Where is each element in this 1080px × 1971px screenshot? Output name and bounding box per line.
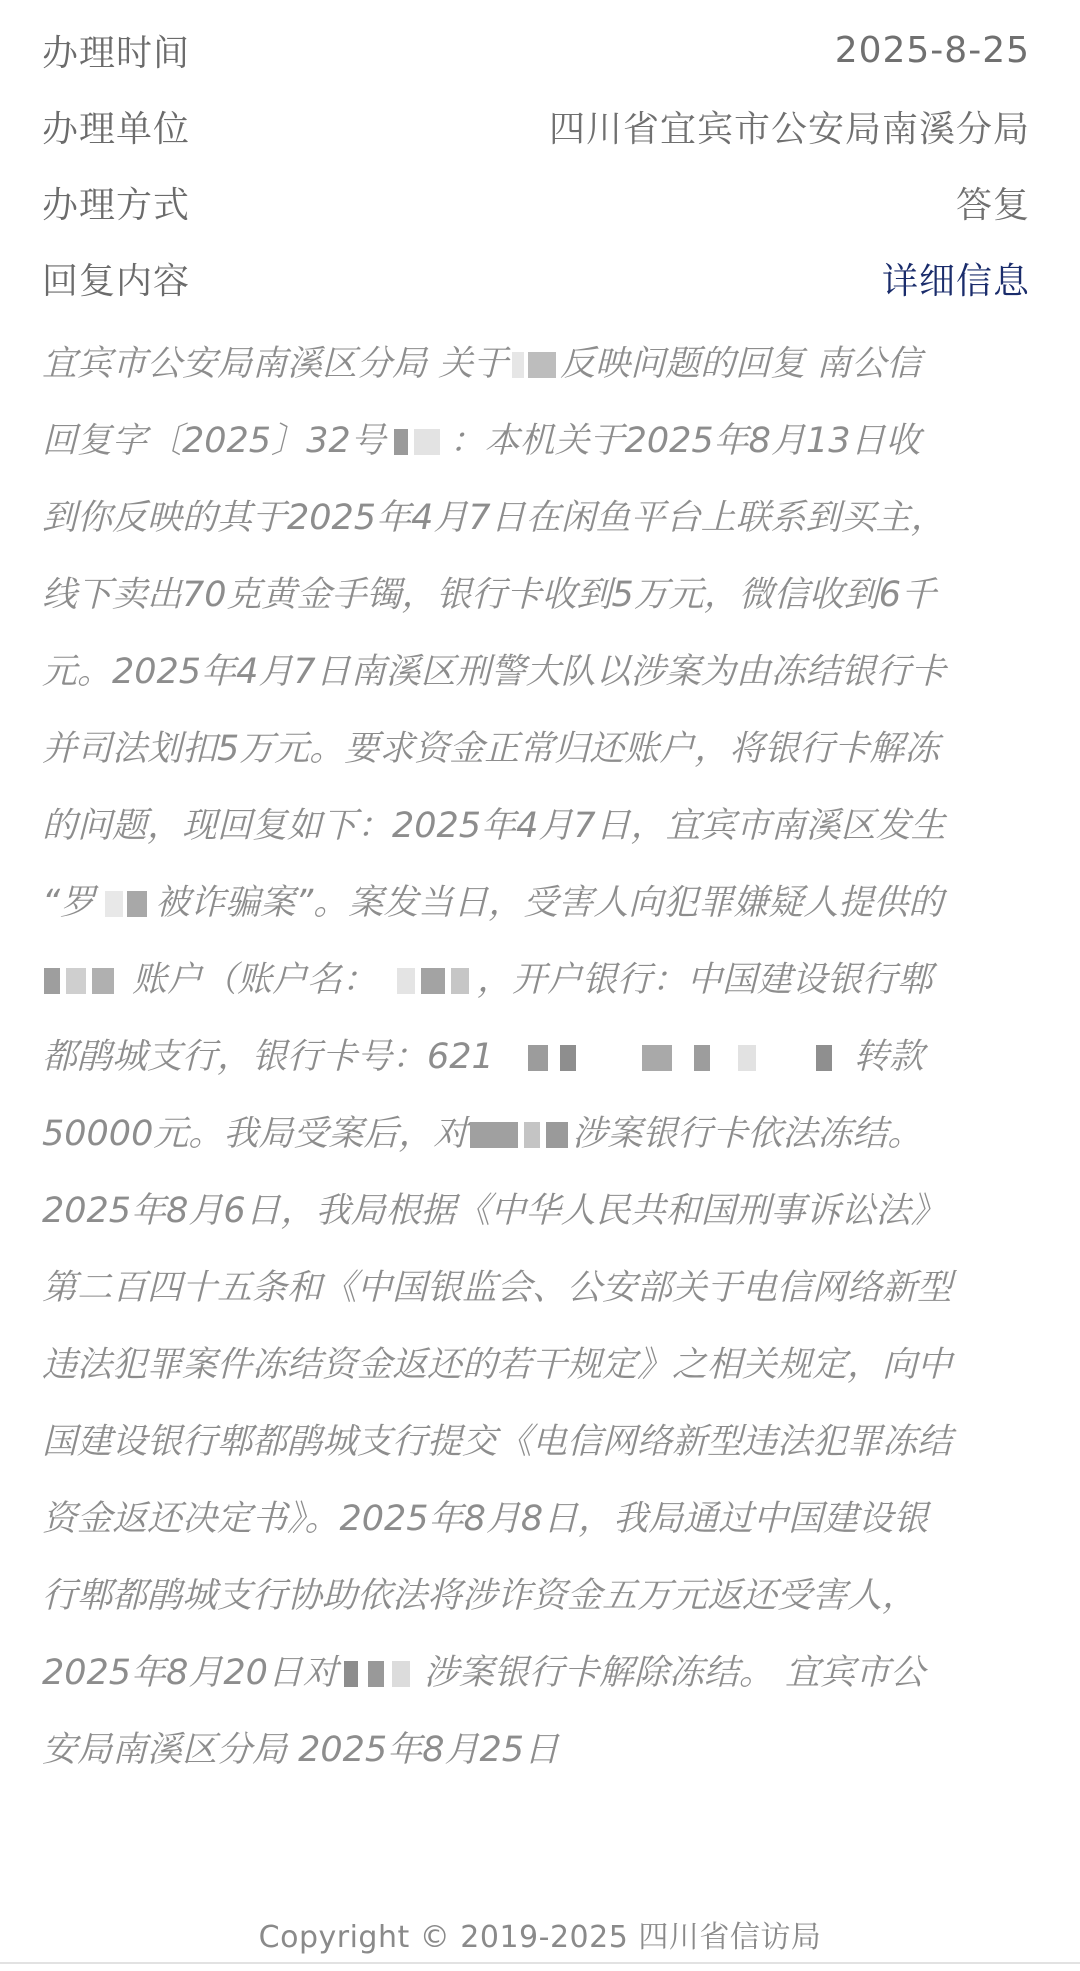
reply-line: 第二百四十五条和《中国银监会、公安部关于电信网络新型 <box>42 1268 953 1308</box>
reply-text: 被诈骗案”。案发当日，受害人向犯罪嫌疑人提供的 <box>155 883 944 923</box>
reply-text: 宜宾市公安局南溪区分局 关于 <box>42 344 509 384</box>
footer-divider <box>0 1962 1080 1964</box>
reply-text: 转款 <box>853 1037 924 1077</box>
reply-line <box>42 1635 1037 1712</box>
reply-content-label: 回复内容 <box>42 260 191 302</box>
reply-text: 反映问题的回复 南公信 <box>560 344 922 384</box>
reply-content-text <box>42 326 1037 1789</box>
redaction-mosaic <box>494 1045 854 1071</box>
reply-line: 行郫都鹃城支行协助依法将涉诈资金五万元返还受害人， <box>42 1576 918 1616</box>
reply-line: 资金返还决定书》。2025年8月8日，我局通过中国建设银 <box>42 1499 929 1539</box>
reply-text: 回复字〔2025〕32号 <box>42 421 386 461</box>
redaction-mosaic <box>95 891 155 917</box>
reply-text: ：本机关于2025年8月13日收 <box>449 421 921 461</box>
handle-unit-row <box>42 96 1030 156</box>
reply-line: 2025年8月6日，我局根据《中华人民共和国刑事诉讼法》 <box>42 1191 946 1231</box>
reply-text: 50000元。我局受案后，对 <box>42 1114 469 1154</box>
handle-time-label: 办理时间 <box>42 32 191 74</box>
handle-time-value: 2025-8-25 <box>834 29 1030 71</box>
reply-text: 都鹃城支行，银行卡号：621 <box>42 1037 494 1077</box>
reply-text: 2025年8月20日对 <box>42 1653 338 1693</box>
handle-unit-value: 四川省宜宾市公安局南溪分局 <box>548 108 1030 150</box>
redaction-mosaic <box>377 968 477 994</box>
reply-line: 安局南溪区分局 2025年8月25日 <box>42 1730 560 1770</box>
handle-time-row <box>42 20 1030 80</box>
handle-unit-label: 办理单位 <box>42 108 191 150</box>
redaction-mosaic <box>386 429 450 455</box>
redaction-mosaic <box>508 352 560 378</box>
reply-line: 的问题，现回复如下：2025年4月7日，宜宾市南溪区发生 <box>42 806 946 846</box>
reply-line <box>42 942 1037 1019</box>
reply-line: 违法犯罪案件冻结资金返还的若干规定》之相关规定，向中 <box>42 1345 953 1385</box>
handle-method-row <box>42 172 1030 232</box>
reply-line <box>42 1096 1037 1173</box>
redaction-mosaic <box>468 1122 572 1148</box>
reply-line <box>42 403 1037 480</box>
reply-line: 到你反映的其于2025年4月7日在闲鱼平台上联系到买主， <box>42 498 946 538</box>
reply-line: 元。2025年4月7日南溪区刑警大队以涉案为由冻结银行卡 <box>42 652 946 692</box>
reply-line <box>42 865 1037 942</box>
reply-line: 并司法划扣5万元。要求资金正常归还账户，将银行卡解冻 <box>42 729 940 769</box>
reply-line <box>42 326 1037 403</box>
reply-content-row <box>42 248 1030 308</box>
reply-text: 涉案银行卡解除冻结。 宜宾市公 <box>423 1653 926 1693</box>
reply-text: 账户（账户名： <box>132 960 378 1000</box>
handle-method-value: 答复 <box>955 184 1030 226</box>
handle-method-label: 办理方式 <box>42 184 191 226</box>
reply-text: 涉案银行卡依法冻结。 <box>572 1114 923 1154</box>
reply-text: “罗 <box>42 883 96 923</box>
redaction-mosaic <box>338 1661 424 1687</box>
copyright-footer: Copyright © 2019-2025 四川省信访局 <box>258 1920 822 1955</box>
redaction-mosaic <box>42 968 132 994</box>
detail-info-link[interactable]: 详细信息 <box>881 260 1030 302</box>
reply-line: 国建设银行郫都鹃城支行提交《电信网络新型违法犯罪冻结 <box>42 1422 953 1462</box>
reply-line <box>42 1019 1037 1096</box>
reply-text: ，开户银行：中国建设银行郫 <box>477 960 933 1000</box>
reply-line: 线下卖出70克黄金手镯，银行卡收到5万元，微信收到6千 <box>42 575 937 615</box>
